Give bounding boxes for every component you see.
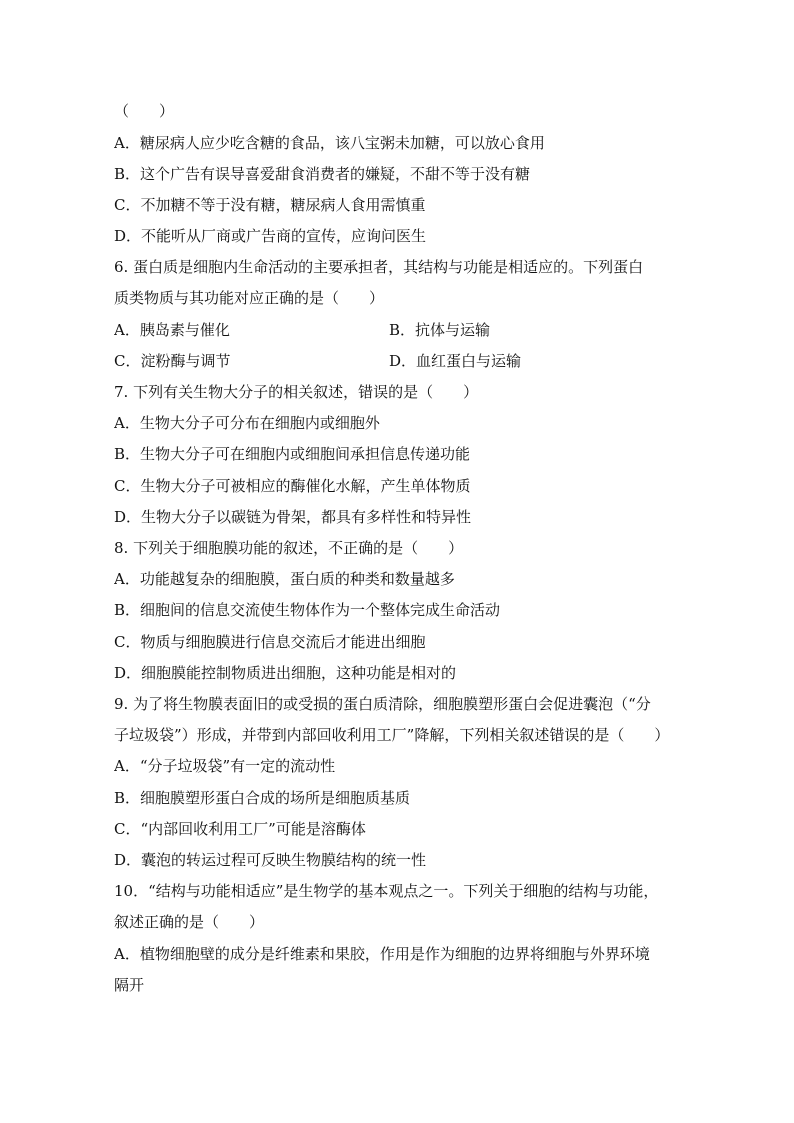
q9-stem-line-1: 9. 为了将生物膜表面旧的或受损的蛋白质清除，细胞膜塑形蛋白会促进囊泡（“分	[114, 695, 651, 713]
q9-option-b: B．细胞膜塑形蛋白合成的场所是细胞质基质	[114, 789, 411, 807]
q6-stem-line-2: 质类物质与其功能对应正确的是（ ）	[114, 289, 385, 307]
q5-option-a: A．糖尿病人应少吃含糖的食品，该八宝粥未加糖，可以放心食用	[114, 134, 545, 152]
q9-stem-line-2: 子垃圾袋”）形成，并带到内部回收利用工厂”降解，下列相关叙述错误的是（ ）	[114, 726, 670, 744]
q5-option-c: C．不加糖不等于没有糖，糖尿病人食用需慎重	[114, 196, 426, 214]
q5-option-d: D．不能听从厂商或广告商的宣传，应询问医生	[114, 227, 427, 245]
q8-option-d: D．细胞膜能控制物质进出细胞，这种功能是相对的	[114, 664, 457, 682]
q10-stem-line-1: 10．“结构与功能相适应”是生物学的基本观点之一。下列关于细胞的结构与功能，	[114, 882, 659, 900]
q10-option-a-line-2: 隔开	[114, 976, 145, 994]
q9-option-c: C．“内部回收利用工厂”可能是溶酶体	[114, 820, 366, 838]
q9-option-a: A．“分子垃圾袋”有一定的流动性	[114, 757, 336, 775]
q5-option-b: B．这个广告有误导喜爱甜食消费者的嫌疑，不甜不等于没有糖	[114, 165, 531, 183]
q8-option-b: B．细胞间的信息交流使生物体作为一个整体完成生命活动	[114, 601, 501, 619]
q6-option-c: C．淀粉酶与调节	[114, 352, 231, 370]
q6-option-a: A．胰岛素与催化	[114, 321, 230, 339]
q6-option-b: B．抗体与运输	[389, 321, 491, 339]
q7-option-a: A．生物大分子可分布在细胞内或细胞外	[114, 414, 380, 432]
q7-option-b: B．生物大分子可在细胞内或细胞间承担信息传递功能	[114, 445, 471, 463]
q7-option-d: D．生物大分子以碳链为骨架，都具有多样性和特异性	[114, 508, 472, 526]
q7-option-c: C．生物大分子可被相应的酶催化水解，产生单体物质	[114, 477, 471, 495]
q8-option-c: C．物质与细胞膜进行信息交流后才能进出细胞	[114, 633, 426, 651]
q6-stem-line-1: 6. 蛋白质是细胞内生命活动的主要承担者，其结构与功能是相适应的。下列蛋白	[114, 258, 644, 276]
q10-option-a-line-1: A．植物细胞壁的成分是纤维素和果胶，作用是作为细胞的边界将细胞与外界环境	[114, 945, 650, 963]
q7-stem: 7. 下列有关生物大分子的相关叙述，错误的是（ ）	[114, 383, 479, 401]
q8-stem: 8. 下列关于细胞膜功能的叙述，不正确的是（ ）	[114, 539, 464, 557]
q9-option-d: D．囊泡的转运过程可反映生物膜结构的统一性	[114, 851, 427, 869]
q5-answer-bracket: （ ）	[114, 102, 175, 120]
q8-option-a: A．功能越复杂的细胞膜，蛋白质的种类和数量越多	[114, 570, 455, 588]
q10-stem-line-2: 叙述正确的是（ ）	[114, 913, 265, 931]
q6-option-d: D．血红蛋白与运输	[389, 352, 522, 370]
